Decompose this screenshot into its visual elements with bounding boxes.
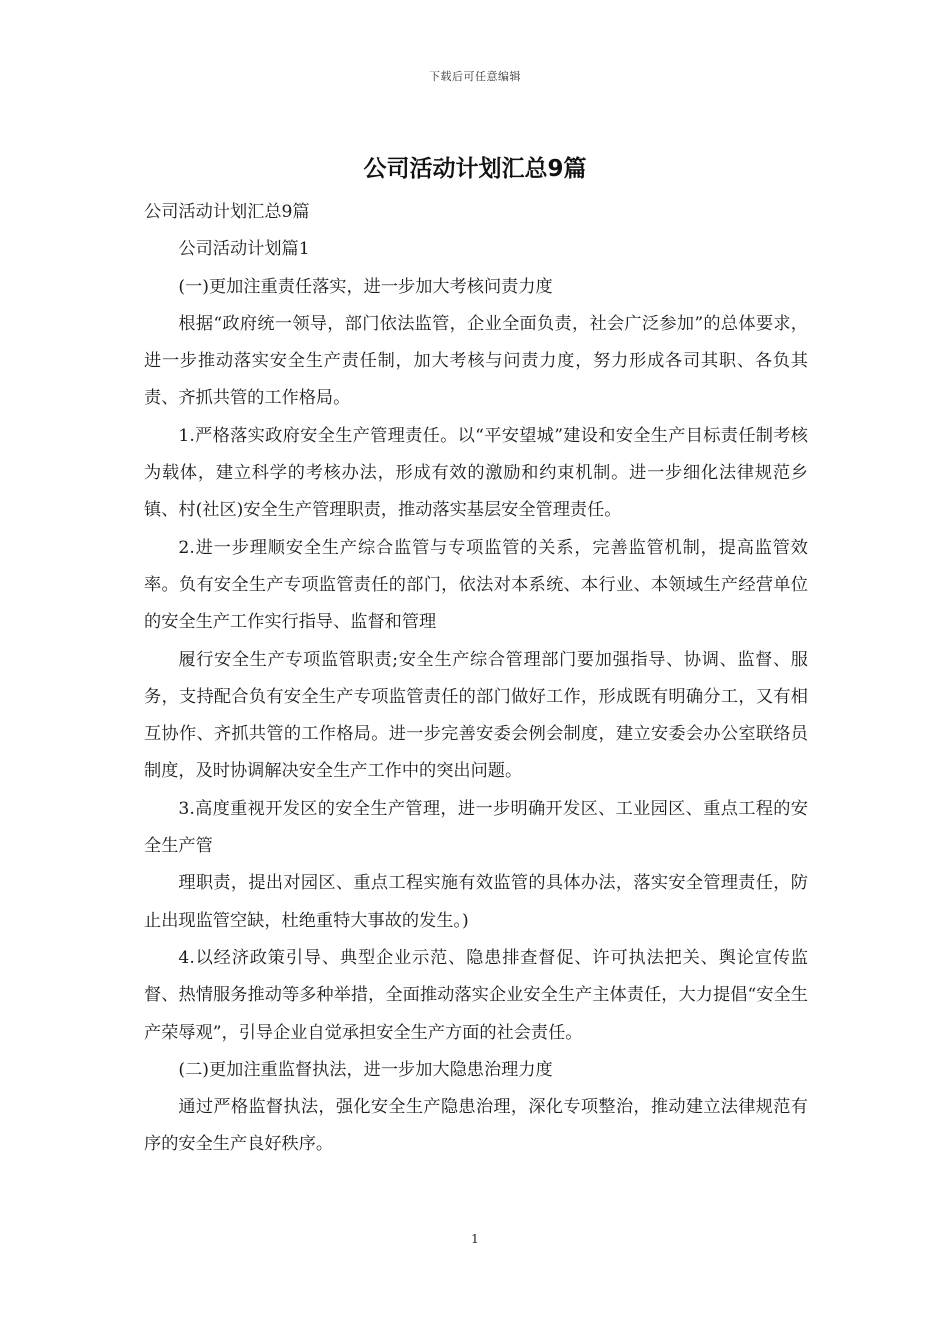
section-heading-plan-1: 公司活动计划篇1	[178, 239, 310, 260]
body-paragraph: 1.严格落实政府安全生产管理责任。以“平安望城”建设和安全生产目标责任制考核为载体，建立科学的考核办法，形成有效的激励和约束机制。进一步细化法律规范乡镇、村(社区)安全生产管理职责，推动落实基层安全管理责任。	[144, 425, 808, 521]
document-title: 公司活动计划汇总9篇	[363, 156, 587, 182]
section-heading-responsibility: (一)更加注重责任落实，进一步加大考核问责力度	[178, 276, 553, 297]
body-paragraph: 2.进一步理顺安全生产综合监管与专项监管的关系，完善监管机制，提高监管效率。负有安全生产专项监管责任的部门，依法对本系统、本行业、本领域生产经营单位的安全生产工作实行指导、监督和管理	[144, 537, 808, 633]
page-number: 1	[471, 1232, 479, 1246]
body-paragraph: 履行安全生产专项监管职责;安全生产综合管理部门要加强指导、协调、监督、服务，支持配合负有安全生产专项监管责任的部门做好工作，形成既有明确分工，又有相互协作、齐抓共管的工作格局。进一步完善安委会例会制度，建立安委会办公室联络员制度，及时协调解决安全生产工作中的突出问题。	[144, 649, 808, 782]
body-paragraph: 4.以经济政策引导、典型企业示范、隐患排查督促、许可执法把关、舆论宣传监督、热情服务推动等多种举措，全面推动落实企业安全生产主体责任，大力提倡“安全生产荣辱观”，引导企业自觉承担安全生产方面的社会责任。	[144, 947, 808, 1043]
page-header-note: 下载后可任意编辑	[429, 70, 521, 83]
body-paragraph: 理职责，提出对园区、重点工程实施有效监管的具体办法，落实安全管理责任，防止出现监管空缺，杜绝重特大事故的发生。)	[144, 873, 808, 931]
body-paragraph: 通过严格监督执法，强化安全生产隐患治理，深化专项整治，推动建立法律规范有序的安全生产良好秩序。	[144, 1097, 808, 1155]
body-paragraph: 3.高度重视开发区的安全生产管理，进一步明确开发区、工业园区、重点工程的安全生产管	[144, 798, 808, 857]
document-body	[144, 194, 808, 1164]
body-paragraph: 根据“政府统一领导，部门依法监管，企业全面负责，社会广泛参加”的总体要求，进一步推动落实安全生产责任制，加大考核与问责力度，努力形成各司其职、各负其责、齐抓共管的工作格局。	[144, 313, 808, 409]
section-heading-supervision: (二)更加注重监督执法，进一步加大隐患治理力度	[178, 1059, 553, 1080]
document-subtitle: 公司活动计划汇总9篇	[144, 202, 310, 222]
